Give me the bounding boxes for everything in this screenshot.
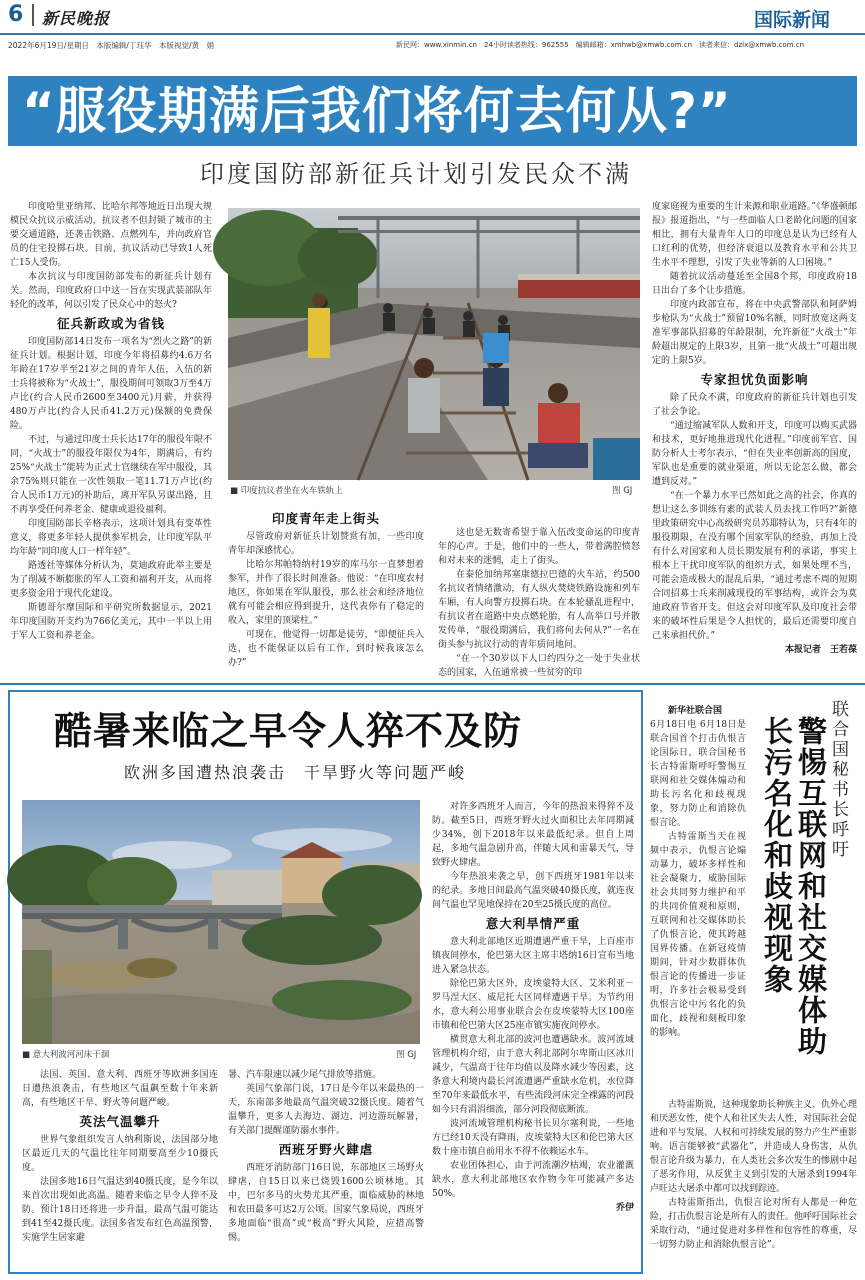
india-col-4	[652, 200, 857, 672]
europe-col-1	[22, 1068, 218, 1268]
un-headline: 警惕互联网和社交媒体助长污名化和歧视现象	[760, 716, 828, 1057]
article-paragraph: 意大利北部地区近期遭遇严重干旱，上百座市镇夜间停水，伦巴第大区主席丰塔纳16日宣布当地进入紧急状态。	[432, 937, 634, 975]
river-photo	[22, 800, 420, 1044]
protest-photo-illustration	[228, 208, 640, 480]
india-headline: “服役期满后我们将何去何从?”	[22, 82, 732, 140]
article-paragraph: 横贯意大利北部的波河也遭遇缺水。波河流域管理机构介绍，由于意大利北部阿尔卑斯山区冰川减少，气温高于往年均值以及降水减少等因素，这条意大利境内最长河流遭遇严重缺水危机，水位降至70年来最低水平，有些流段河床完全裸露的河段如今只有涓涓细流，部分河段彻底断流。	[432, 1035, 634, 1115]
article-paragraph: 西班牙消防部门16日说，东部地区三场野火肆虐，自15日以来已烧毁1600公顷林地。其中，巴尔多马的火势尤其严重，面临威胁的林地和农田最多可达2万公顷。国家气象局说，西班牙多地面临“很高”或“极高”野火风险，应措高警惕。	[228, 1163, 424, 1243]
article-paragraph: 可现在，他觉得一切都是徒劳，“即便征兵入选，也不能保证以后有工作，到时候我该怎么办?”	[228, 630, 424, 668]
india-subheadline: 印度国防部新征兵计划引发民众不满	[200, 160, 632, 188]
article-paragraph: 暑、汽车限速以减少尾气排放等措施。	[228, 1070, 382, 1080]
article-paragraph: 英国气象部门说，17日是今年以来最热的一天，东南部多地最高气温突破32摄氏度。随着气温攀升，更多人去海边、湖边、河边游玩解暑，有关部门提醒谨防溺水事件。	[228, 1084, 424, 1136]
contact-line: 新民网：www.xinmin.cn 24小时读者热线：962555 编辑邮箱：xmhwb@xmwb.com.cn 读者来信：dzlx@xmwb.com.cn	[396, 41, 805, 49]
header-divider	[32, 4, 34, 26]
protest-photo-credit: 图 GJ	[612, 486, 633, 496]
article-paragraph: 在泰伦加纳邦塞康德拉巴德的火车站，约500名抗议者情绪激动，有人纵火焚烧铁路设施和列车车厢，有人向警方投掷石块。在本轮骚乱进程中，有抗议者在道路中央点燃轮胎，有人高举口号并散发传单，“服役期满后，我们将何去何从?”一名在街头参与抗议行动的青年质问地问。	[438, 570, 640, 650]
article-paragraph: 这也是无数寄希望于靠入伍改变命运的印度青年的心声。于是，他们中的一些人，带着满腔愤怒和对未来的迷惘，走上了街头。	[438, 528, 640, 566]
article-paragraph: “在一个暴力水平已然如此之高的社会，你真的想让这么多训练有素的武装人员去找工作吗?”新德里政策研究中心高级研究员苏耶特认为，只有4年的服役期限，在没有哪个国家军队的经验，再加上没有什么对国家和人员长期发展有利的承诺，事实上根本上干扰印度军队的组织方式，如果处理不当，可能会造成极大的混乱后果，“通过考虑不周的短期合同招募士兵来削减现役的军事结构，或许会为莫迪政府节省开支。但这会对印度军队及印度社会带来的破坏性后果是令人担忧的，最后还需要印度自己来承担代价。”	[652, 491, 857, 641]
article-paragraph: “在一个30岁以下人口约四分之一处于失业状态的国家，入伍通常被一些贫穷的印	[438, 654, 640, 678]
river-photo-credit: 图 GJ	[396, 1050, 417, 1060]
europe-col-3	[432, 800, 634, 1268]
article-paragraph: 农业团体担心，由于河流潮汐枯竭，农业灌溉缺水，意大利北部地区农作物今年可能减产多达50%。	[432, 1161, 634, 1199]
india-col-1	[10, 200, 212, 672]
india-col-3	[438, 526, 640, 678]
india-headline-band	[8, 76, 857, 146]
un-col-narrow	[650, 704, 746, 1096]
article-paragraph: 比哈尔邦帕特纳村19岁的库马尔一直梦想着参军，并作了很长时间准备。他说：“在印度农村地区，你如果在军队服役，那么社会和经济地位就有可能会相应得到提升，这代表你有了稳定的收入，家里的顶梁柱。”	[228, 560, 424, 626]
article-paragraph: 6月18日电 6月18日是联合国首个打击仇恨言论国际日，联合国秘书长古特雷斯呼吁警惕互联网和社交媒体煽动和助长污名化和歧视现象，努力防止和消除仇恨言论。	[650, 720, 746, 828]
river-photo-caption: ■ 意大利波河河床干涸	[22, 1050, 110, 1060]
article-paragraph: 印度哈里亚纳邦、比哈尔邦等地近日出现大规模民众抗议示威活动，抗议者不但封锁了城市的主要交通道路，还袭击铁路、点燃列车，并向政府官员的住宅投掷石块。目前，抗议活动已导致1人死亡15人受伤。	[10, 202, 212, 268]
section-heading: 印度青年走上街头	[271, 511, 380, 526]
un-kicker: 联合国秘书长呼吁	[832, 700, 849, 860]
article-paragraph: 印度内政部宣布，将在中央武警部队和阿萨姆步枪队为“火战士”预留10%名额，同时放宽这两支准军事部队招募的年龄限制，允许新征“火战士”年龄超出规定的上限3岁，且第一批“火战士”可超出规定的上限5岁。	[652, 300, 857, 366]
article-paragraph: 古特雷斯当天在视频中表示，仇恨言论煽动暴力，破坏多样性和社会凝聚力，威胁国际社会共同努力维护和平的共同价值观和原则，互联网和社交媒体助长了仇恨言论，使其跨越国界传播。在新冠疫情期间，针对少数群体仇恨言论的传播进一步证明，许多社会极易受到仇恨言论中污名化的负面化，歧视和刻板印象的影响。	[650, 832, 746, 1038]
article-paragraph: 波河流域管理机构秘书长贝尔塞利说，一些地方已经10天没有降雨，皮埃蒙特大区和伦巴第大区数十座市镇自前用水不得不依赖运水车。	[432, 1119, 634, 1157]
paper-name: 新民晚报	[42, 9, 111, 28]
article-paragraph: 路透社等媒体分析认为，莫迪政府此举主要是为了削减不断膨胀的军人工资和福利开支，从而将更多资金用于现代化建设。	[10, 561, 212, 599]
article-paragraph: 度家庭视为重要的生计来源和职业道路。”《华盛顿邮报》报道指出，“与一些面临人口老龄化问题的国家相比，拥有大量青年人口的印度总是认为已经有人口红利的优势，但经济衰退以及教育水平和公共卫生水平不理想，引发了失业等新的人口困境。”	[652, 202, 857, 268]
article-paragraph: 斯德哥尔摩国际和平研究所数据显示，2021年印度国防开支约为766亿美元，其中一半以上用于军人工资和养老金。	[10, 603, 212, 641]
article-paragraph: 随着抗议活动蔓延至全国8个邦，印度政府18日出台了多个让步措施。	[652, 272, 857, 296]
protest-photo	[228, 208, 640, 480]
section-heading: 西班牙野火肆虐	[278, 1142, 374, 1157]
byline: 乔伊	[615, 1203, 634, 1213]
article-paragraph: “通过缩减军队人数和开支，印度可以购买武器和技术，更好地推进现代化进程。”印度前军官、国防分析人士考尔表示，“但在失业率创新高的国度，军队也是重要的就业渠道，所以无论怎么做，都会遭到反对。”	[652, 421, 857, 487]
river-photo-illustration	[22, 800, 420, 1044]
article-paragraph: 不过，与通过印度士兵长达17年的服役年限不同，“火战士”的服役年限仅为4年，期满后，有约25%“火战士”能转为正式士官继续在军中服役，其余75%则只能在一次性领取一笔11.71万卢比(约合人民币1万元)的补助后，离开军队另谋出路，且不再享受任何养老金、健康或退役福利。	[10, 435, 212, 515]
date-line: 2022年6月19日/星期日 本版编辑/丁珏华 本版视觉/黄 娟	[8, 41, 214, 50]
article-paragraph: 法国多地16日气温达到40摄氏度，是今年以来首次出现如此高温。随着来临之早令人猝不及防。预计18日还将进一步升温，最高气温可能达到41至42摄氏度。法国多省发布红色高温预警，实施学生居家避	[22, 1177, 218, 1243]
section-heading: 征兵新政或为省钱	[56, 316, 165, 331]
section-heading: 意大利旱情严重	[485, 916, 581, 931]
article-paragraph: 本次抗议与印度国防部发布的新征兵计划有关。然而，印度政府口中这一旨在实现武装部队年轻化的改革，何以引发了民众心中的怒火?	[10, 272, 212, 310]
section-title: 国际新闻	[754, 9, 831, 31]
article-paragraph: 印度国防部长辛格表示，这项计划具有变革性意义，将更多年轻人提供参军机会，让印度军队平均年龄“同印度人口一样年轻”。	[10, 519, 212, 557]
article-paragraph: 尽管政府对新征兵计划赞赏有加，一些印度青年却深感忧心。	[228, 532, 424, 556]
section-heading: 英法气温攀升	[79, 1114, 161, 1129]
article-paragraph: 印度国防部14日发布一项名为“烈火之路”的新征兵计划。根据计划，印度今年将招募约4.6万名年龄在17岁半至21岁之间的青年人伍，入伍的新士兵将被称为“火战士”，服役期间可领取3万至4万卢比(约合人民币2600至3400元)月薪，并获得480万卢比(约合人民币41.2万元)保额的免费保险。	[10, 337, 212, 431]
article-paragraph: 除了民众不满，印度政府的新征兵计划也引发了社会争论。	[652, 393, 857, 417]
byline: 本报记者 王若葆	[784, 645, 857, 655]
europe-subheadline: 欧洲多国遭热浪袭击 干旱野火等问题严峻	[124, 763, 467, 782]
header-rule	[0, 33, 865, 35]
protest-photo-caption: ■ 印度抗议者坐在火车铁轨上	[230, 486, 343, 496]
europe-headline: 酷暑来临之早令人猝不及防	[54, 709, 523, 753]
story-separator	[0, 683, 865, 685]
article-paragraph: 古特雷斯说，这种现象助长种族主义、仇外心理和厌恶女性，使个人和社区失去人性，对国际社会促进和平与发展、人权和可持续发展的努力产生严重影响。语言能够被“武器化”，并造成人身伤害，从仇恨言论升级为暴力，在人类社会多次发生的惨剧中起了恶劣作用，从反犹主义到引发的大屠杀到1994年卢旺达大屠杀中都可以找到踪迹。	[650, 1100, 858, 1194]
article-paragraph: 古特雷斯指出，仇恨言论对所有人都是一种危险，打击仇恨言论是所有人的责任。他呼吁国际社会采取行动，“通过促进对多样性和包容性的尊重，尽一切努力防止和消除仇恨言论”。	[650, 1198, 858, 1250]
section-heading: 专家担忧负面影响	[700, 372, 809, 387]
article-paragraph: 对许多西班牙人而言，今年的热浪来得猝不及防。截至5日，西班牙野火过火面积比去年同期减少34%，创下2018年以来最低纪录。但自上周起，多地气温急剧升高，伴随大风和雷暴天气，导致野火肆虐。	[432, 802, 634, 868]
europe-col-2	[228, 1068, 424, 1268]
article-paragraph: 世界气象组织发言人纳利斯说，法国部分地区最近几天的气温比往年同期要高至少10摄氏度。	[22, 1135, 218, 1173]
article-paragraph: 今年热浪来袭之早，创下西班牙1981年以来的纪录。多地日间最高气温突破40摄氏度，就连夜间气温也罕见地保持在20至25摄氏度的高位。	[432, 872, 634, 910]
india-col-2	[228, 510, 424, 672]
article-paragraph: 法国、英国、意大利、西班牙等欧洲多国连日遭热浪袭击，有些地区气温飙至数十年来新高，有些地区干旱、野火等问题严峻。	[22, 1070, 218, 1108]
dateline: 新华社联合国	[668, 706, 723, 716]
un-col-wide	[650, 1098, 857, 1270]
article-paragraph: 除伦巴第大区外，皮埃蒙特大区、艾米利亚－罗马涅大区、威尼托大区同样遭遇干旱。为节约用水，意大利公用事业联合会在皮埃蒙特大区100座市镇和伦巴第大区25座市镇实施夜间停水。	[432, 979, 634, 1031]
page-number: 6	[8, 2, 24, 27]
